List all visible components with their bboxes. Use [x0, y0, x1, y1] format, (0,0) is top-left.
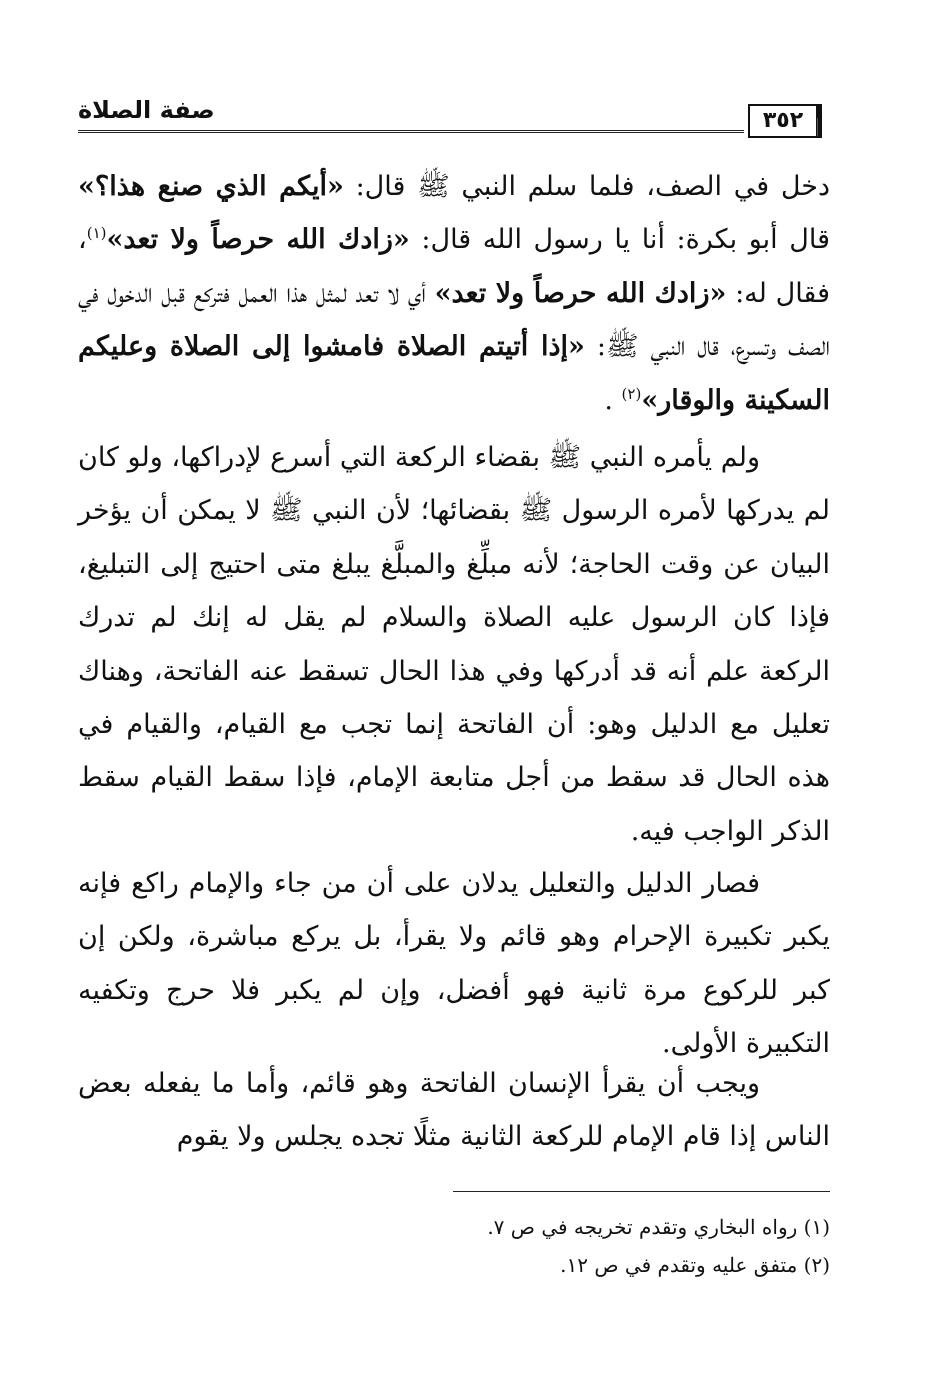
header-rule — [78, 130, 744, 137]
footnote-ref-2[interactable]: (٢) — [621, 384, 642, 403]
footnote-2: (٢) متفق عليه وتقدم في ص ١٢. — [560, 1253, 830, 1277]
page-header — [78, 96, 830, 148]
header-tick — [817, 118, 830, 136]
paragraph-2 — [78, 431, 830, 858]
text-segment: ، فقال له: — [78, 224, 830, 309]
footnote-separator — [453, 1191, 830, 1192]
page-number: ٣٥٢ — [748, 104, 822, 138]
footnotes — [78, 1208, 830, 1284]
paragraph-3 — [78, 857, 830, 1071]
hadith-quote: «زادك الله حرصاً ولا تعد» — [106, 224, 410, 256]
hadith-quote: «إذا أتيتم الصلاة فامشوا إلى الصلاة وعليكم السكينة والوقار» — [78, 331, 830, 416]
paragraph-4 — [78, 1057, 830, 1164]
paragraph-1 — [78, 160, 830, 427]
footnote-ref-1[interactable]: (١) — [86, 224, 107, 243]
hadith-quote: «أيكم الذي صنع هذا؟» — [78, 171, 344, 202]
text-segment: دخل في الصف، فلما سلم النبي ﷺ قال: — [343, 171, 830, 202]
paragraph-text: ويجب أن يقرأ الإنسان الفاتحة وهو قائم، وأما ما يفعله بعض الناس إذا قام الإمام للركعة الثانية مثلًا تجده يجلس ولا يقوم — [78, 1068, 830, 1153]
text-segment: أي لا تعد لمثل هذا العمل فتركع قبل الدخول في الصف وتسرع، قال النبي ﷺ: — [78, 277, 831, 363]
paragraph-text: ولم يأمره النبي ﷺ بقضاء الركعة التي أسرع لإدراكها، ولو كان لم يدركها لأمره الرسول ﷺ بقضائها؛ لأن النبي ﷺ لا يمكن أن يؤخر البيان عن وقت الحاجة؛ لأنه مبلِّغ والمبلَّغ يبلغ متى احتيج إلى التبليغ، فإذا كان الرسول عليه الصلاة والسلام لم يقل له إنك لم تدرك الركعة علم أنه قد أدركها وفي هذا الحال تسقط عنه الفاتحة، وهناك تعليل مع الدليل وهو: أن الفاتحة إنما تجب مع القيام، والقيام في هذه الحال قد سقط من أجل متابعة الإمام، فإذا سقط القيام سقط الذكر الواجب فيه. — [78, 442, 830, 847]
text-segment: . — [604, 384, 622, 416]
paragraph-text: فصار الدليل والتعليل يدلان على أن من جاء والإمام راكع فإنه يكبر تكبيرة الإحرام وهو قائم ولا يقرأ، بل يركع مباشرة، ولكن إن كبر للركوع مرة ثانية فهو أفضل، وإن لم يكبر فلا حرج وتكفيه التكبيرة الأولى. — [78, 868, 830, 1060]
running-title: صفة الصلاة — [78, 96, 215, 124]
text-segment: قال أبو بكرة: أنا يا رسول الله قال: — [409, 224, 831, 256]
footnote-1: (١) رواه البخاري وتقدم تخريجه في ص ٧. — [487, 1215, 830, 1239]
hadith-quote: «زادك الله حرصاً ولا تعد» — [434, 277, 727, 309]
